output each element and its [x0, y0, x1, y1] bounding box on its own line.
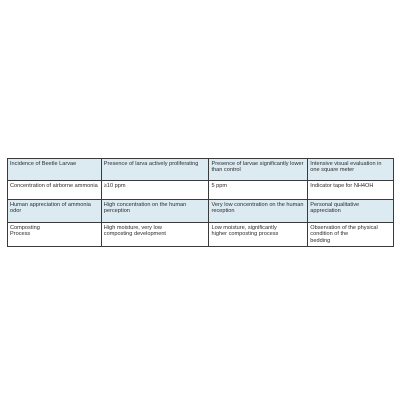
table-row-beetle-larvae	[8, 159, 394, 181]
table-cell-parameter: Concentration of airborne ammonia	[8, 181, 102, 200]
table-cell-method: Observation of the physical condition of the bedding	[308, 223, 394, 247]
table-row-composting-process	[8, 223, 394, 247]
table-cell-parameter: Composting Process	[8, 223, 102, 247]
table-row-airborne-ammonia	[8, 181, 394, 200]
table-cell-treatment: Very low concentration on the human reception	[209, 200, 308, 223]
table-cell-control: Presence of larva actively proliferating	[101, 159, 209, 181]
table-cell-method: Intensive visual evaluation in one square meter	[308, 159, 394, 181]
table-cell-treatment: 5 ppm	[209, 181, 308, 200]
table-cell-control: High concentration on the human perception	[101, 200, 209, 223]
table-cell-method: Indicator tape for NH4OH	[308, 181, 394, 200]
table-cell-treatment: Presence of larvae significantly lower than control	[209, 159, 308, 181]
table-cell-method: Personal qualitative appreciation	[308, 200, 394, 223]
evaluation-table	[7, 158, 394, 247]
table-row-ammonia-odor	[8, 200, 394, 223]
table-cell-treatment: Low moisture, significantly higher composting process	[209, 223, 308, 247]
table-cell-control: ≥10 ppm	[101, 181, 209, 200]
table-cell-parameter: Human appreciation of ammonia odor	[8, 200, 102, 223]
table-cell-control: High moisture, very low composting development	[101, 223, 209, 247]
table-cell-parameter: Incidence of Beetle Larvae	[8, 159, 102, 181]
